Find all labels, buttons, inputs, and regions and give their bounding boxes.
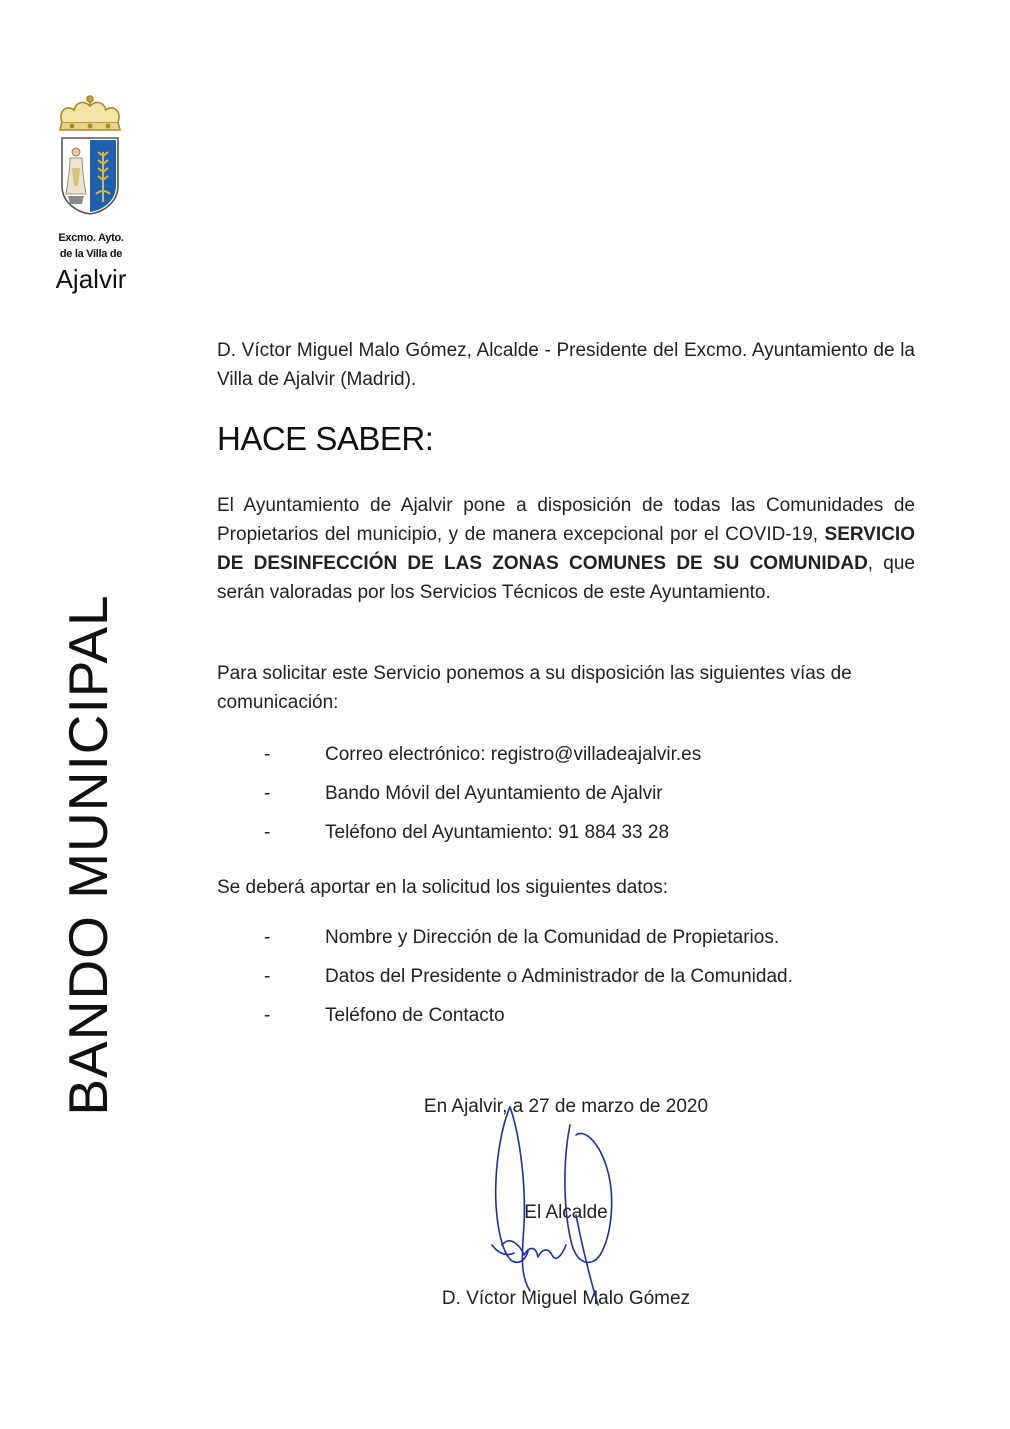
contact-email: Correo electrónico: registro@villadeajalvir.es: [325, 744, 702, 765]
org-line-1: Excmo. Ayto.: [58, 232, 124, 244]
required-data-list: [217, 925, 915, 1042]
announcement-text-end: , que serán valoradas por los Servicios Técnicos de este Ayuntamiento.: [217, 553, 916, 603]
required-contact-phone: Teléfono de Contacto: [325, 1005, 505, 1026]
list-item: [217, 925, 915, 964]
org-line-2: de la Villa de: [59, 248, 123, 260]
dash-bullet: -: [264, 966, 271, 987]
request-paragraph: Para solicitar este Servicio ponemos a su disposición las siguientes vías de comunicación:: [217, 663, 852, 713]
announcement-paragraph: [217, 491, 915, 607]
list-item: [217, 1003, 915, 1042]
required-community-name: Nombre y Dirección de la Comunidad de Propietarios.: [325, 927, 780, 948]
data-request-paragraph: Se deberá aportar en la solicitud los siguientes datos:: [217, 877, 668, 898]
signer-name: D. Víctor Miguel Malo Gómez: [441, 1288, 691, 1309]
dash-bullet: -: [264, 927, 271, 948]
dash-bullet: -: [264, 822, 271, 843]
vertical-title: BANDO MUNICIPAL: [57, 594, 119, 1116]
coat-of-arms-icon: [52, 94, 128, 216]
contact-app: Bando Móvil del Ayuntamiento de Ajalvir: [325, 783, 663, 804]
date-line: En Ajalvir, a 27 de marzo de 2020: [423, 1096, 709, 1117]
dash-bullet: -: [264, 783, 271, 804]
list-item: [217, 742, 915, 781]
heading: HACE SABER:: [217, 420, 434, 457]
contact-phone: Teléfono del Ayuntamiento: 91 884 33 28: [325, 822, 670, 843]
signer-title: El Alcalde: [524, 1202, 608, 1223]
dash-bullet: -: [264, 1005, 271, 1026]
list-item: [217, 820, 915, 859]
announcement-service-name: SERVICIO DE DESINFECCIÓN DE LAS ZONAS COMUNES DE SU COMUNIDAD: [217, 524, 915, 574]
dash-bullet: -: [264, 744, 271, 765]
intro-paragraph: D. Víctor Miguel Malo Gómez, Alcalde - Presidente del Excmo. Ayuntamiento de la Villa de Ajalvir (Madrid).: [217, 340, 915, 390]
list-item: [217, 964, 915, 1003]
signature-icon: [480, 1095, 640, 1310]
org-name: Ajalvir: [55, 264, 127, 294]
list-item: [217, 781, 915, 820]
contact-list: [217, 742, 915, 859]
required-president-data: Datos del Presidente o Administrador de la Comunidad.: [325, 966, 793, 987]
announcement-text-start: El Ayuntamiento de Ajalvir pone a disposición de todas las Comunidades de Propietarios del municipio, y de manera excepcional por el COVID-19,: [217, 495, 915, 545]
